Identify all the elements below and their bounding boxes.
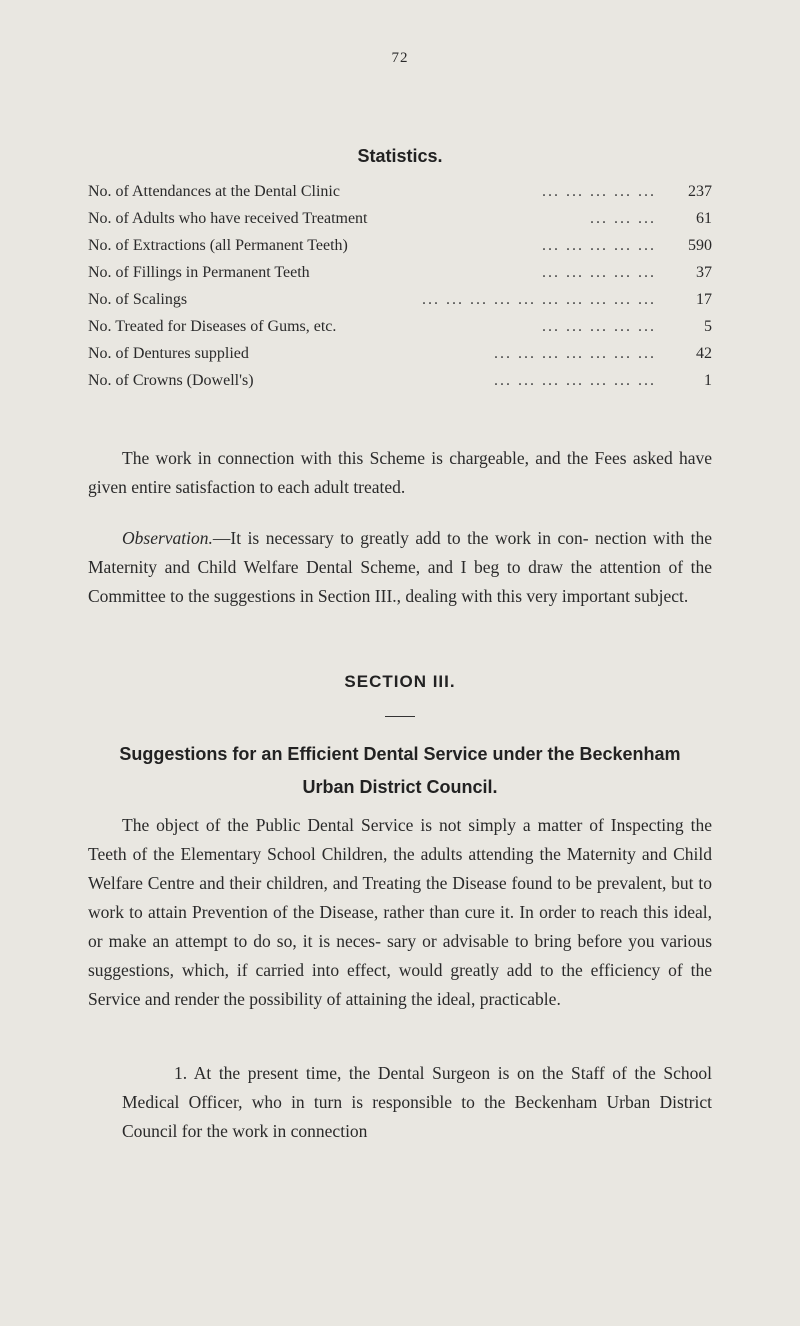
stats-label: No. of Fillings in Permanent Teeth (88, 264, 310, 281)
observation-label: Observation. (122, 528, 213, 548)
statistics-table (88, 178, 712, 394)
stats-row-gum-diseases (88, 313, 712, 340)
section-intro-paragraph: The object of the Public Dental Service is not simply a matter of Inspecting the Teeth of the Elementary School Children, the adults attending the Maternity and Child Welfare Centre and their children, and Treating the Disease found to be prevalent, but to work to attain Prevention of the Disease, rather than cure it. In order to reach this ideal, or make an attempt to do so, it is neces- sary or advisable to bring before you various suggestions, which, if carried into effect, would greatly add to the efficiency of the Service and render the possibility of attaining the ideal, practicable. (88, 815, 712, 1009)
stats-label: No. of Dentures supplied (88, 345, 249, 362)
stats-row-attendances (88, 178, 712, 205)
stats-label: No. of Crowns (Dowell's) (88, 372, 254, 389)
stats-value: 1 (704, 372, 712, 389)
stats-label: No. of Scalings (88, 291, 188, 308)
stats-value: 42 (696, 345, 712, 362)
stats-label: No. of Extractions (all Permanent Teeth) (88, 237, 348, 254)
statistics-heading: Statistics. (357, 146, 443, 166)
stats-label: No. Treated for Diseases of Gums, etc. (88, 318, 337, 335)
stats-value: 5 (704, 318, 712, 335)
stats-value: 590 (688, 237, 712, 254)
leader-dots: ... ... ... ... ... (542, 183, 656, 200)
leader-dots: ... ... ... ... ... ... ... (494, 345, 656, 362)
observation-text: —It is necessary to greatly add to the work in con- nection with the Maternity and Child Welfare Dental Scheme, and I beg to draw the attention of the Committee to the suggestions in Section III., dealing with this very important subject. (88, 528, 712, 606)
section-divider (385, 716, 415, 717)
stats-row-dentures (88, 340, 712, 367)
leader-dots: ... ... ... ... ... ... ... ... ... ... (422, 291, 656, 308)
stats-row-crowns (88, 367, 712, 394)
stats-label: No. of Adults who have received Treatment (88, 210, 368, 227)
stats-row-extractions (88, 232, 712, 259)
section-heading: SECTION III. (344, 672, 456, 691)
suggestions-heading: Suggestions for an Efficient Dental Service under the Beckenham Urban District Council. (119, 744, 681, 797)
scheme-paragraph: The work in connection with this Scheme is chargeable, and the Fees asked have given entire satisfaction to each adult treated. (88, 448, 712, 497)
stats-row-scalings (88, 286, 712, 313)
leader-dots: ... ... ... ... ... (542, 237, 656, 254)
stats-row-adults-treated (88, 205, 712, 232)
stats-label: No. of Attendances at the Dental Clinic (88, 183, 340, 200)
stats-row-fillings (88, 259, 712, 286)
stats-value: 237 (688, 183, 712, 200)
page-number: 72 (391, 50, 409, 66)
stats-value: 61 (696, 210, 712, 227)
observation-paragraph (88, 524, 712, 611)
leader-dots: ... ... ... (590, 210, 656, 227)
stats-value: 17 (696, 291, 712, 308)
leader-dots: ... ... ... ... ... (542, 264, 656, 281)
leader-dots: ... ... ... ... ... (542, 318, 656, 335)
leader-dots: ... ... ... ... ... ... ... (494, 372, 656, 389)
numbered-point-1: 1. At the present time, the Dental Surgeon is on the Staff of the School Medical Officer, who in turn is responsible to the Beckenham Urban District Council for the work in connection (122, 1063, 712, 1141)
stats-value: 37 (696, 264, 712, 281)
